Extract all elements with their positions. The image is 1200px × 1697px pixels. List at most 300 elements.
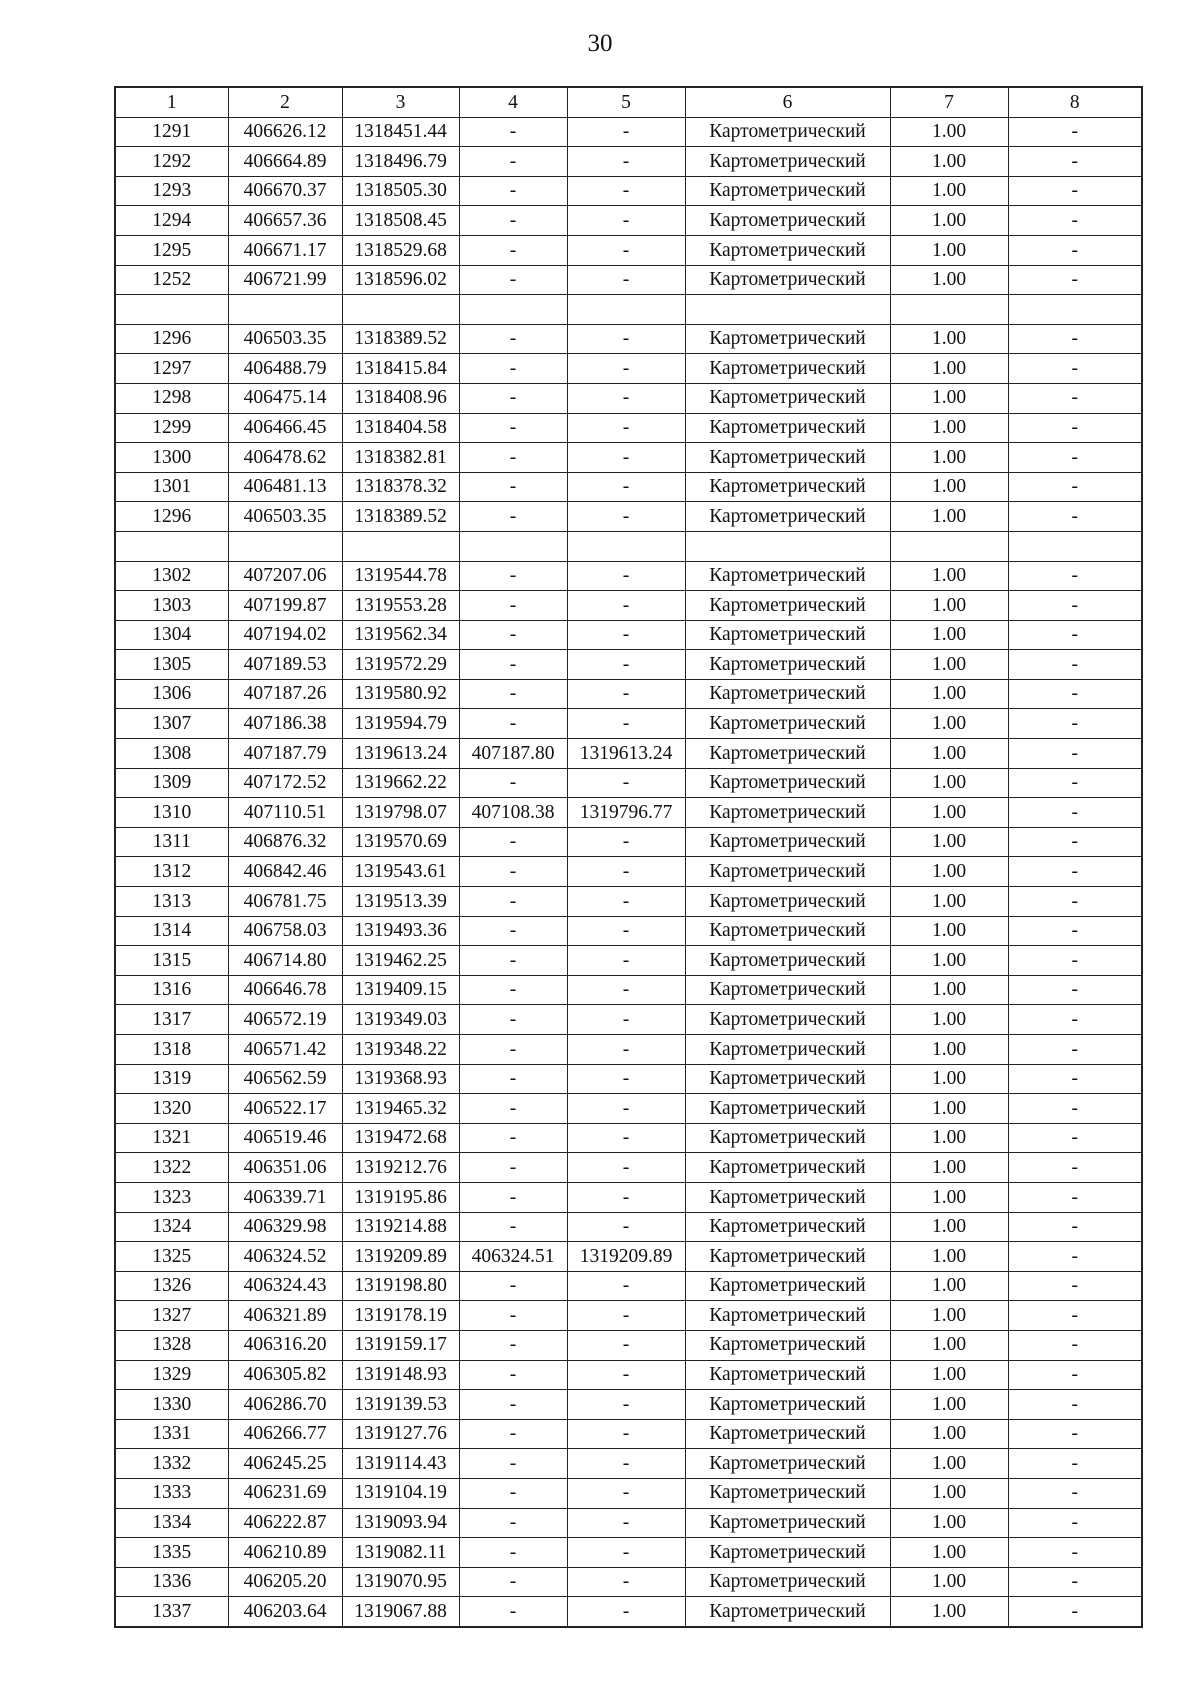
cell-note: - (1008, 1064, 1142, 1094)
table-row (115, 1212, 1142, 1242)
cell-note: - (1008, 1478, 1142, 1508)
table-row (115, 1182, 1142, 1212)
cell-point-number: 1294 (115, 206, 228, 236)
cell-y-coordinate: 1319472.68 (342, 1123, 459, 1153)
cell-x-coordinate-alt: - (459, 1035, 567, 1065)
cell-x-coordinate-alt: - (459, 1508, 567, 1538)
cell-y-coordinate-alt: - (567, 117, 685, 147)
cell-method: Картометрический (685, 1538, 890, 1568)
cell-point-number: 1298 (115, 383, 228, 413)
cell-accuracy: 1.00 (890, 827, 1008, 857)
cell-y-coordinate: 1319139.53 (342, 1390, 459, 1420)
cell-y-coordinate: 1319214.88 (342, 1212, 459, 1242)
table-row (115, 383, 1142, 413)
cell-x-coordinate (228, 531, 342, 561)
table-row (115, 147, 1142, 177)
cell-method: Картометрический (685, 1094, 890, 1124)
cell-x-coordinate: 406351.06 (228, 1153, 342, 1183)
cell-method: Картометрический (685, 1330, 890, 1360)
cell-x-coordinate: 407187.79 (228, 739, 342, 769)
cell-method: Картометрический (685, 916, 890, 946)
cell-note (1008, 531, 1142, 561)
cell-x-coordinate-alt: - (459, 650, 567, 680)
cell-accuracy (890, 295, 1008, 325)
cell-y-coordinate: 1319212.76 (342, 1153, 459, 1183)
cell-accuracy: 1.00 (890, 206, 1008, 236)
cell-method: Картометрический (685, 739, 890, 769)
cell-y-coordinate: 1318415.84 (342, 354, 459, 384)
cell-note: - (1008, 354, 1142, 384)
cell-point-number: 1332 (115, 1449, 228, 1479)
cell-point-number: 1312 (115, 857, 228, 887)
table-row (115, 1064, 1142, 1094)
cell-accuracy: 1.00 (890, 235, 1008, 265)
cell-note: - (1008, 679, 1142, 709)
cell-x-coordinate: 407186.38 (228, 709, 342, 739)
cell-point-number: 1306 (115, 679, 228, 709)
cell-y-coordinate-alt: - (567, 265, 685, 295)
table-row (115, 679, 1142, 709)
cell-x-coordinate-alt: - (459, 265, 567, 295)
cell-y-coordinate-alt: - (567, 383, 685, 413)
cell-y-coordinate (342, 531, 459, 561)
cell-accuracy: 1.00 (890, 916, 1008, 946)
cell-y-coordinate: 1319613.24 (342, 739, 459, 769)
cell-method: Картометрический (685, 709, 890, 739)
cell-accuracy: 1.00 (890, 739, 1008, 769)
cell-y-coordinate-alt: - (567, 1153, 685, 1183)
cell-point-number: 1322 (115, 1153, 228, 1183)
cell-accuracy: 1.00 (890, 1182, 1008, 1212)
cell-method: Картометрический (685, 591, 890, 621)
cell-x-coordinate: 406286.70 (228, 1390, 342, 1420)
cell-method: Картометрический (685, 206, 890, 236)
table-row (115, 1330, 1142, 1360)
cell-y-coordinate-alt: - (567, 975, 685, 1005)
cell-point-number: 1304 (115, 620, 228, 650)
cell-method: Картометрический (685, 1419, 890, 1449)
cell-note: - (1008, 561, 1142, 591)
table-row (115, 1449, 1142, 1479)
cell-y-coordinate-alt: - (567, 1064, 685, 1094)
cell-note: - (1008, 265, 1142, 295)
table-row (115, 946, 1142, 976)
cell-y-coordinate: 1319209.89 (342, 1242, 459, 1272)
cell-y-coordinate-alt: - (567, 1271, 685, 1301)
cell-note: - (1008, 117, 1142, 147)
cell-point-number: 1314 (115, 916, 228, 946)
cell-method: Картометрический (685, 1301, 890, 1331)
cell-y-coordinate-alt: - (567, 1478, 685, 1508)
cell-y-coordinate-alt (567, 295, 685, 325)
cell-method: Картометрический (685, 857, 890, 887)
cell-y-coordinate-alt: - (567, 443, 685, 473)
cell-x-coordinate: 406266.77 (228, 1419, 342, 1449)
cell-x-coordinate: 406670.37 (228, 176, 342, 206)
table-row (115, 295, 1142, 325)
cell-y-coordinate: 1319580.92 (342, 679, 459, 709)
cell-x-coordinate-alt: - (459, 1567, 567, 1597)
cell-y-coordinate: 1318596.02 (342, 265, 459, 295)
cell-point-number: 1293 (115, 176, 228, 206)
cell-y-coordinate: 1319465.32 (342, 1094, 459, 1124)
cell-note: - (1008, 1094, 1142, 1124)
cell-accuracy: 1.00 (890, 1094, 1008, 1124)
cell-y-coordinate: 1319662.22 (342, 768, 459, 798)
cell-note: - (1008, 1271, 1142, 1301)
cell-note: - (1008, 1153, 1142, 1183)
cell-method: Картометрический (685, 176, 890, 206)
cell-accuracy: 1.00 (890, 1508, 1008, 1538)
cell-accuracy: 1.00 (890, 324, 1008, 354)
cell-x-coordinate: 406339.71 (228, 1182, 342, 1212)
cell-accuracy: 1.00 (890, 1153, 1008, 1183)
table-row (115, 531, 1142, 561)
cell-y-coordinate-alt: - (567, 916, 685, 946)
cell-x-coordinate-alt: - (459, 1005, 567, 1035)
cell-note: - (1008, 147, 1142, 177)
cell-accuracy: 1.00 (890, 472, 1008, 502)
cell-note: - (1008, 383, 1142, 413)
cell-point-number: 1316 (115, 975, 228, 1005)
cell-x-coordinate: 406488.79 (228, 354, 342, 384)
table-row (115, 502, 1142, 532)
cell-y-coordinate: 1319594.79 (342, 709, 459, 739)
cell-note: - (1008, 709, 1142, 739)
table-row (115, 1597, 1142, 1627)
cell-method: Картометрический (685, 265, 890, 295)
cell-note: - (1008, 591, 1142, 621)
cell-accuracy: 1.00 (890, 946, 1008, 976)
cell-x-coordinate: 406324.52 (228, 1242, 342, 1272)
cell-y-coordinate: 1319198.80 (342, 1271, 459, 1301)
cell-accuracy: 1.00 (890, 1035, 1008, 1065)
cell-accuracy: 1.00 (890, 413, 1008, 443)
cell-point-number: 1295 (115, 235, 228, 265)
cell-y-coordinate-alt: - (567, 620, 685, 650)
cell-y-coordinate-alt: - (567, 1567, 685, 1597)
cell-point-number: 1327 (115, 1301, 228, 1331)
cell-point-number: 1325 (115, 1242, 228, 1272)
cell-note: - (1008, 975, 1142, 1005)
column-header: 6 (685, 87, 890, 117)
cell-method: Картометрический (685, 946, 890, 976)
cell-x-coordinate-alt: - (459, 1390, 567, 1420)
cell-accuracy: 1.00 (890, 502, 1008, 532)
cell-y-coordinate: 1318389.52 (342, 324, 459, 354)
cell-y-coordinate: 1319348.22 (342, 1035, 459, 1065)
cell-x-coordinate: 406503.35 (228, 502, 342, 532)
table-row (115, 206, 1142, 236)
cell-point-number: 1301 (115, 472, 228, 502)
cell-y-coordinate-alt: - (567, 946, 685, 976)
cell-y-coordinate: 1318529.68 (342, 235, 459, 265)
cell-note: - (1008, 1242, 1142, 1272)
cell-x-coordinate-alt: - (459, 206, 567, 236)
cell-x-coordinate-alt: - (459, 620, 567, 650)
cell-x-coordinate: 406664.89 (228, 147, 342, 177)
cell-point-number: 1336 (115, 1567, 228, 1597)
cell-accuracy: 1.00 (890, 443, 1008, 473)
cell-point-number: 1307 (115, 709, 228, 739)
cell-x-coordinate: 406562.59 (228, 1064, 342, 1094)
cell-x-coordinate: 406626.12 (228, 117, 342, 147)
cell-accuracy: 1.00 (890, 147, 1008, 177)
cell-x-coordinate: 406714.80 (228, 946, 342, 976)
cell-y-coordinate: 1319544.78 (342, 561, 459, 591)
coordinates-table (114, 86, 1143, 1628)
cell-y-coordinate-alt: 1319796.77 (567, 798, 685, 828)
cell-y-coordinate-alt: - (567, 1360, 685, 1390)
cell-method: Картометрический (685, 117, 890, 147)
cell-y-coordinate-alt: - (567, 1330, 685, 1360)
cell-point-number: 1331 (115, 1419, 228, 1449)
table-row (115, 1242, 1142, 1272)
cell-point-number: 1317 (115, 1005, 228, 1035)
cell-x-coordinate: 406205.20 (228, 1567, 342, 1597)
table-row (115, 354, 1142, 384)
cell-point-number: 1328 (115, 1330, 228, 1360)
table-row (115, 1094, 1142, 1124)
cell-y-coordinate: 1319543.61 (342, 857, 459, 887)
cell-note: - (1008, 798, 1142, 828)
cell-point-number (115, 531, 228, 561)
cell-y-coordinate: 1319104.19 (342, 1478, 459, 1508)
cell-x-coordinate-alt: - (459, 472, 567, 502)
table-row (115, 650, 1142, 680)
cell-x-coordinate: 406245.25 (228, 1449, 342, 1479)
cell-note: - (1008, 1212, 1142, 1242)
cell-method: Картометрический (685, 1064, 890, 1094)
cell-y-coordinate-alt: - (567, 1538, 685, 1568)
column-header: 1 (115, 87, 228, 117)
cell-method: Картометрический (685, 413, 890, 443)
table-row (115, 975, 1142, 1005)
cell-x-coordinate-alt: - (459, 1330, 567, 1360)
cell-note: - (1008, 176, 1142, 206)
table-row (115, 1035, 1142, 1065)
table-row (115, 443, 1142, 473)
cell-x-coordinate: 407194.02 (228, 620, 342, 650)
cell-point-number: 1291 (115, 117, 228, 147)
cell-note: - (1008, 1419, 1142, 1449)
cell-note: - (1008, 502, 1142, 532)
table-row (115, 591, 1142, 621)
table-row (115, 1478, 1142, 1508)
cell-y-coordinate: 1318496.79 (342, 147, 459, 177)
cell-method (685, 295, 890, 325)
table-row (115, 1508, 1142, 1538)
cell-note: - (1008, 206, 1142, 236)
cell-accuracy: 1.00 (890, 1567, 1008, 1597)
cell-x-coordinate-alt: - (459, 857, 567, 887)
cell-accuracy (890, 531, 1008, 561)
column-header: 2 (228, 87, 342, 117)
cell-x-coordinate: 406478.62 (228, 443, 342, 473)
cell-y-coordinate: 1319513.39 (342, 887, 459, 917)
table-row (115, 1153, 1142, 1183)
cell-method: Картометрический (685, 383, 890, 413)
cell-accuracy: 1.00 (890, 176, 1008, 206)
cell-y-coordinate-alt: - (567, 147, 685, 177)
cell-y-coordinate-alt: - (567, 1301, 685, 1331)
cell-y-coordinate-alt: - (567, 1419, 685, 1449)
cell-accuracy: 1.00 (890, 857, 1008, 887)
cell-accuracy: 1.00 (890, 679, 1008, 709)
cell-note: - (1008, 1301, 1142, 1331)
cell-point-number: 1335 (115, 1538, 228, 1568)
cell-x-coordinate: 406572.19 (228, 1005, 342, 1035)
cell-y-coordinate: 1319368.93 (342, 1064, 459, 1094)
table-row (115, 413, 1142, 443)
cell-x-coordinate: 406721.99 (228, 265, 342, 295)
cell-note: - (1008, 443, 1142, 473)
cell-x-coordinate-alt: - (459, 117, 567, 147)
cell-y-coordinate: 1319093.94 (342, 1508, 459, 1538)
cell-point-number: 1315 (115, 946, 228, 976)
cell-point-number: 1303 (115, 591, 228, 621)
table-row (115, 827, 1142, 857)
cell-x-coordinate-alt: - (459, 176, 567, 206)
cell-y-coordinate-alt: 1319209.89 (567, 1242, 685, 1272)
cell-x-coordinate-alt: 407187.80 (459, 739, 567, 769)
cell-accuracy: 1.00 (890, 1242, 1008, 1272)
cell-y-coordinate-alt: - (567, 1094, 685, 1124)
cell-y-coordinate-alt: - (567, 591, 685, 621)
cell-accuracy: 1.00 (890, 1271, 1008, 1301)
cell-x-coordinate: 406324.43 (228, 1271, 342, 1301)
cell-y-coordinate-alt: - (567, 1005, 685, 1035)
cell-y-coordinate: 1319178.19 (342, 1301, 459, 1331)
cell-note: - (1008, 946, 1142, 976)
cell-x-coordinate-alt: - (459, 1478, 567, 1508)
cell-note: - (1008, 472, 1142, 502)
cell-x-coordinate-alt: - (459, 413, 567, 443)
cell-point-number: 1299 (115, 413, 228, 443)
cell-point-number: 1309 (115, 768, 228, 798)
table-row (115, 709, 1142, 739)
cell-method: Картометрический (685, 1242, 890, 1272)
table-row (115, 1390, 1142, 1420)
cell-note: - (1008, 887, 1142, 917)
cell-x-coordinate: 406571.42 (228, 1035, 342, 1065)
cell-y-coordinate: 1319798.07 (342, 798, 459, 828)
cell-x-coordinate: 406329.98 (228, 1212, 342, 1242)
cell-y-coordinate: 1319148.93 (342, 1360, 459, 1390)
table-body (115, 117, 1142, 1627)
cell-y-coordinate-alt: - (567, 679, 685, 709)
cell-accuracy: 1.00 (890, 1390, 1008, 1420)
column-header: 3 (342, 87, 459, 117)
cell-note: - (1008, 1330, 1142, 1360)
cell-method: Картометрический (685, 620, 890, 650)
cell-x-coordinate-alt: - (459, 383, 567, 413)
cell-method: Картометрический (685, 354, 890, 384)
table-row (115, 265, 1142, 295)
cell-x-coordinate-alt: - (459, 1301, 567, 1331)
cell-note: - (1008, 1597, 1142, 1627)
cell-x-coordinate-alt: - (459, 827, 567, 857)
cell-x-coordinate-alt: - (459, 1419, 567, 1449)
cell-y-coordinate: 1319195.86 (342, 1182, 459, 1212)
cell-method: Картометрический (685, 561, 890, 591)
table-row (115, 916, 1142, 946)
cell-y-coordinate: 1319493.36 (342, 916, 459, 946)
cell-y-coordinate: 1319562.34 (342, 620, 459, 650)
cell-y-coordinate: 1319067.88 (342, 1597, 459, 1627)
cell-x-coordinate-alt: 407108.38 (459, 798, 567, 828)
cell-y-coordinate-alt: - (567, 324, 685, 354)
column-header: 4 (459, 87, 567, 117)
cell-point-number: 1297 (115, 354, 228, 384)
cell-y-coordinate-alt: - (567, 472, 685, 502)
table-row (115, 1005, 1142, 1035)
cell-accuracy: 1.00 (890, 768, 1008, 798)
cell-method: Картометрический (685, 1478, 890, 1508)
cell-x-coordinate: 406475.14 (228, 383, 342, 413)
cell-x-coordinate-alt: - (459, 768, 567, 798)
cell-accuracy: 1.00 (890, 620, 1008, 650)
cell-x-coordinate-alt: - (459, 975, 567, 1005)
cell-x-coordinate: 407172.52 (228, 768, 342, 798)
cell-point-number: 1311 (115, 827, 228, 857)
cell-x-coordinate: 406203.64 (228, 1597, 342, 1627)
cell-method: Картометрический (685, 798, 890, 828)
cell-method: Картометрический (685, 1567, 890, 1597)
cell-accuracy: 1.00 (890, 1449, 1008, 1479)
column-header: 7 (890, 87, 1008, 117)
cell-x-coordinate-alt (459, 295, 567, 325)
cell-y-coordinate: 1318389.52 (342, 502, 459, 532)
cell-accuracy: 1.00 (890, 1064, 1008, 1094)
cell-x-coordinate-alt: - (459, 946, 567, 976)
column-header: 5 (567, 87, 685, 117)
cell-y-coordinate: 1318451.44 (342, 117, 459, 147)
cell-y-coordinate-alt: - (567, 1390, 685, 1420)
cell-accuracy: 1.00 (890, 1005, 1008, 1035)
cell-accuracy: 1.00 (890, 1597, 1008, 1627)
cell-x-coordinate: 406316.20 (228, 1330, 342, 1360)
cell-x-coordinate-alt: - (459, 443, 567, 473)
cell-point-number: 1292 (115, 147, 228, 177)
table-row (115, 1301, 1142, 1331)
cell-note: - (1008, 1567, 1142, 1597)
cell-y-coordinate: 1319409.15 (342, 975, 459, 1005)
table-row (115, 887, 1142, 917)
table-row (115, 472, 1142, 502)
cell-x-coordinate: 407199.87 (228, 591, 342, 621)
cell-method: Картометрический (685, 1449, 890, 1479)
cell-x-coordinate: 407189.53 (228, 650, 342, 680)
cell-accuracy: 1.00 (890, 265, 1008, 295)
cell-point-number: 1319 (115, 1064, 228, 1094)
cell-x-coordinate-alt: - (459, 679, 567, 709)
cell-method: Картометрический (685, 679, 890, 709)
cell-note: - (1008, 324, 1142, 354)
cell-point-number: 1296 (115, 324, 228, 354)
cell-note: - (1008, 620, 1142, 650)
cell-y-coordinate-alt: - (567, 354, 685, 384)
cell-point-number: 1296 (115, 502, 228, 532)
cell-x-coordinate: 406222.87 (228, 1508, 342, 1538)
cell-note: - (1008, 1123, 1142, 1153)
cell-y-coordinate-alt: - (567, 1035, 685, 1065)
column-header: 8 (1008, 87, 1142, 117)
cell-x-coordinate: 406758.03 (228, 916, 342, 946)
cell-x-coordinate: 407187.26 (228, 679, 342, 709)
cell-x-coordinate-alt: - (459, 887, 567, 917)
cell-note: - (1008, 1182, 1142, 1212)
